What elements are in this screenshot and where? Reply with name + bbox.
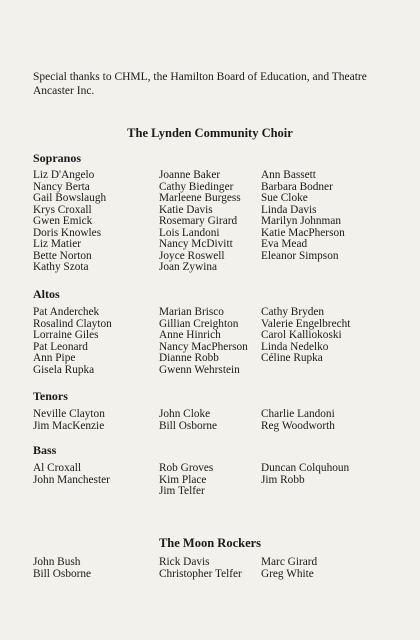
member-name: Carol Kalliokoski	[261, 329, 342, 341]
member-name: Rosalind Clayton	[33, 317, 112, 330]
section-heading-altos: Altos	[33, 287, 60, 301]
section-heading-tenors: Tenors	[33, 389, 68, 403]
member-name: Lois Landoni	[159, 226, 220, 239]
rockers-title: The Moon Rockers	[158, 536, 262, 550]
member-name: Ann Bassett	[261, 169, 316, 181]
member-name: Liz D'Angelo	[33, 169, 95, 181]
member-name: Gail Bowslaugh	[33, 192, 107, 204]
member-name: Gwenn Wehrstein	[159, 363, 240, 376]
bass-list	[33, 463, 393, 498]
member-name: Jim Telfer	[159, 485, 205, 497]
altos-list	[33, 307, 393, 376]
member-name: Katie MacPherson	[261, 226, 345, 239]
member-name: Gisela Rupka	[33, 363, 95, 376]
bass-column-2	[159, 463, 261, 498]
member-name: Linda Nedelko	[261, 340, 329, 353]
member-name: Reg Woodworth	[261, 419, 335, 432]
section-heading-bass: Bass	[33, 443, 57, 457]
sopranos-column-3	[261, 170, 391, 274]
member-name: Bill Osborne	[33, 567, 92, 580]
member-name: Cathy Bryden	[261, 306, 325, 318]
member-name: Eleanor Simpson	[261, 249, 339, 262]
member-name: Kathy Szota	[33, 261, 89, 273]
member-name: Duncan Colquhoun	[261, 462, 350, 474]
member-name: John Manchester	[33, 473, 110, 486]
member-name: Dianne Robb	[159, 352, 219, 364]
section-heading-sopranos: Sopranos	[33, 151, 82, 165]
member-name: Al Croxall	[33, 462, 82, 474]
member-name: Valerie Engelbrecht	[261, 317, 351, 330]
member-name: Anne Hinrich	[159, 329, 221, 341]
member-name: Lorraine Giles	[33, 329, 99, 341]
member-name: Joan Zywina	[159, 261, 218, 273]
member-name: Kim Place	[159, 473, 207, 486]
tenors-list	[33, 409, 393, 432]
member-name: Ann Pipe	[33, 352, 76, 364]
member-name: Liz Matier	[33, 238, 81, 250]
member-name: Marian Brisco	[159, 306, 224, 318]
member-name: Eva Mead	[261, 238, 308, 250]
member-name: Greg White	[261, 567, 314, 580]
bass-column-1	[33, 463, 159, 498]
member-name: Marc Girard	[261, 556, 318, 568]
member-name: Joyce Roswell	[159, 249, 225, 262]
member-name: Marleene Burgess	[159, 192, 241, 204]
member-name: Charlie Landoni	[261, 408, 335, 420]
member-name: Nancy McDivitt	[159, 238, 233, 250]
rockers-column-2	[159, 557, 261, 580]
member-name: Marilyn Johnman	[261, 215, 342, 227]
rockers-column-1	[33, 557, 159, 580]
choir-title: The Lynden Community Choir	[127, 126, 293, 140]
rockers-column-3	[261, 557, 391, 580]
member-name: Linda Davis	[261, 203, 317, 216]
sopranos-column-1	[33, 170, 159, 274]
member-name: Krys Croxall	[33, 203, 92, 216]
member-name: Rick Davis	[159, 556, 210, 568]
member-name: Doris Knowles	[33, 226, 102, 239]
member-name: Jim MacKenzie	[33, 419, 105, 432]
member-name: Barbara Bodner	[261, 180, 333, 193]
member-name: Christopher Telfer	[159, 567, 242, 580]
member-name: Gwen Emick	[33, 215, 93, 227]
member-name: Sue Cloke	[261, 192, 308, 204]
member-name: Nancy MacPherson	[159, 340, 248, 353]
member-name: Bill Osborne	[159, 419, 218, 432]
member-name: Rosemary Girard	[159, 215, 238, 227]
altos-column-1	[33, 307, 159, 376]
tenors-column-1	[33, 409, 159, 432]
member-name: Rob Groves	[159, 462, 214, 474]
special-thanks-text: Special thanks to CHML, the Hamilton Board of Education, and Theatre Ancaster Inc.	[33, 71, 367, 97]
altos-column-3	[261, 307, 391, 376]
member-name: Katie Davis	[159, 203, 213, 216]
member-name: John Cloke	[159, 408, 211, 420]
member-name: Cathy Biedinger	[159, 180, 234, 193]
member-name: Bette Norton	[33, 249, 92, 262]
bass-column-3	[261, 463, 391, 498]
sopranos-column-2	[159, 170, 261, 274]
rockers-list	[33, 557, 393, 580]
member-name: Pat Anderchek	[33, 306, 100, 318]
altos-column-2	[159, 307, 261, 376]
tenors-column-3	[261, 409, 391, 432]
member-name: John Bush	[33, 556, 81, 568]
member-name: Gillian Creighton	[159, 317, 239, 330]
member-name: Joanne Baker	[159, 169, 221, 181]
sopranos-list	[33, 170, 393, 274]
member-name: Nancy Berta	[33, 180, 90, 193]
member-name: Pat Leonard	[33, 340, 88, 353]
member-name: Neville Clayton	[33, 408, 105, 420]
tenors-column-2	[159, 409, 261, 432]
member-name: Céline Rupka	[261, 352, 323, 364]
member-name: Jim Robb	[261, 473, 305, 486]
